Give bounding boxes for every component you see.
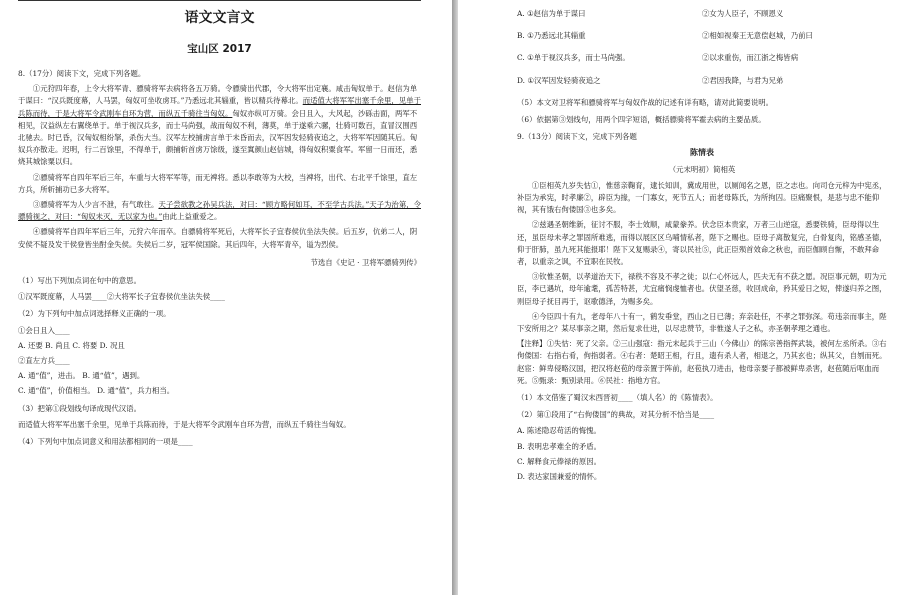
left-page — [0, 0, 452, 595]
essay-author: （元末明初）简相英 — [668, 164, 736, 174]
option-b-2: ②相如视秦王无意偿赵城，乃前曰 — [702, 31, 813, 41]
passage-para-2: ②骠骑将军自四年军后三年，车重与大将军军等，而无裨将。悉以李敢等为大校，当裨将，出代、右北平千馀里，直左方兵，所斩捕功已多大将军。 — [18, 172, 418, 194]
para3-text-b: 由此上益重爱之。 — [162, 212, 222, 222]
option-b-1: B. ①乃悉远北其辎重 — [517, 31, 586, 41]
essay-para-2: ②兹遇圣朝维新，征讨不服，李士效顺，咸蒙豢养。伏念臣本贵家，万者三山逆寇，悉要铁骑，臣母得以生还，虽臣母未孝之罪固所难逃，而得以展区区乌哺情私者，陛下之赐也。臣母子离散复完，白骨复肉，铭感圣德，仰于肝肺，虽九死其能报耶！陛下又复赐录④，寄以民社⑤，此正臣殒首效命之秋也，而臣伽顾自惭，不敢拜命者，以重亲之讽，不宜职在民牧。 — [517, 220, 887, 267]
option-d-1: D. ①汉军因发轻骑夜追之 — [517, 75, 601, 85]
para1-text-b: 匈奴亦纵可万骑。会日且入，大风起，沙砾击面，两军不相见，汉益纵左右翼绕单于。单于视汉兵多，而士马尚强，战而匈奴不利，薄莫，单于遂乘六骡，壮骑可数百，直冒汉围西北驰去。时已昏，汉匈奴相纷拏，杀伤大当。汉军左校捕虏言单于未昏而去，汉军因发轻骑夜追之，大将军军因随其后。匈奴兵亦散走。迟明，行二百馀里，不得单于，颇捕斩首虏万馀级，遂至窴颜山赵信城，得匈奴积粟食军。军留一日而还，悉烧其城馀粟以归。 — [18, 108, 418, 167]
option-row-d — [517, 75, 887, 87]
question-2-a: ①会日且入____ — [18, 325, 70, 335]
question-2-a-options: A. 还要 B. 尚且 C. 将要 D. 况且 — [18, 340, 125, 350]
option-row-a — [517, 8, 887, 20]
para3-text-a: ③骠骑将军为人少言不泄，有气敢往。 — [32, 200, 159, 210]
passage-para-3 — [18, 199, 421, 223]
question-2-b: ②直左方兵____ — [18, 356, 70, 366]
passage-para-4: ④骠骑将军自四年军后三年，元狩六年而卒。自骠骑将军死后，大将军长子宜春侯伉坐法失侯。后五岁，伉弟二人，阴安侯不疑及发干侯登皆坐酎金失侯。失侯后二岁，冠军侯国除。其后四年，大将军青卒，谥为烈侯。 — [18, 227, 418, 249]
q8-intro: 8.（17分）阅读下文，完成下列各题。 — [18, 69, 146, 78]
option-d-2: ②君因我降，与君为兄弟 — [702, 75, 784, 85]
essay-question-2-c: C. 解释食元俸禄的原因。 — [517, 456, 601, 466]
question-3: （3）把第①段划线句译成现代汉语。 — [18, 403, 141, 413]
para1-underlined: 而适值大将军军出塞千余里，见单于兵陈而待，于是大将军令武刚车自环为营，而纵五千骑往当匈奴。 — [18, 96, 421, 118]
question-1: （1）写出下列加点词在句中的意思。 — [18, 276, 141, 286]
question-3-text: 而适值大将军军出塞千余里，见单于兵陈而待，于是大将军令武刚车自环为营，而纵五千骑往当匈奴。 — [18, 419, 351, 429]
passage-para-1 — [18, 83, 421, 168]
para3-underlined: 天子尝欲教之孙吴兵法，对曰：“顾方略何如耳，不至学古兵法。”天子为治第，令骠骑视之，对曰：“匈奴未灭，无以家为也。” — [18, 200, 421, 222]
question-4: （4）下列句中加点词意义和用法都相同的一项是____ — [18, 437, 193, 447]
essay-question-2-a: A. 陈述隐忍苟活的悔愧。 — [517, 426, 601, 436]
para1-text-a: ①元狩四年春，上令大将军青、骠骑将军去病将各五万骑。令骠骑出代郡，令大将军出定襄。咸击匈奴单于。赵信为单于谋曰：“汉兵既度幕，人马罢，匈奴可坐收虏耳。”乃悉远北其辎重，皆以精兵待幕北。 — [18, 84, 418, 106]
essay-notes: 【注释】①失怙：死了父亲。②三山强寇：指元末起兵于三山（今佛山）的陈宗善指挥武装，被何左丞所杀。③右佝偻国：右指右肴，佝指弱者。④右者：楚昭王相，行且，遗有杀人者，相退之，乃其玄也；纵其父，自刎而死。赵宦：鲜卑侵略汉国，把汉将赵苞的母亲置于阵前，赵苞执刀进击，他母亲要子都被鲜卑杀害，赵苞随后呕血而死。⑤甄录：甄别录用。⑥民社：指地方官。 — [517, 339, 887, 385]
question-2: （2）为下列句中加点词选择释义正确的一项。 — [18, 309, 171, 319]
essay-para-4: ④今臣四十有九，老母年八十有一，鹤发垂堂，西山之日已薄；弃亲赴任，不孝之罪弥深。苟违亲而事主，陛下安所用之？某尽事亲之期，然后复求仕进，以尽忠赞节，非惟遂人子之私，亦圣朝孝理之通也。 — [517, 311, 887, 334]
essay-question-2-d: D. 表达家国兼爱的情怀。 — [517, 472, 602, 482]
page-title: 语文文言文 — [184, 10, 255, 26]
page-subtitle: 宝山区 2017 — [187, 43, 252, 55]
option-a-1: A. ①赵信为单于谋曰 — [517, 9, 586, 18]
option-row-b — [517, 30, 887, 42]
top-rule — [18, 0, 421, 1]
option-a-2: ②女为人臣子，不顾恩义 — [702, 9, 784, 18]
question-2-b-options-2: C. 通“值”，价值相当。 D. 通“值”，兵力相当。 — [18, 386, 175, 396]
essay-question-2-b: B. 表明忠孝难全的矛盾。 — [517, 441, 602, 451]
question-1-items: ①汉军既度幕，人马罢____②大将军长子宜春侯伉坐法失侯____ — [18, 292, 225, 302]
option-row-c — [517, 52, 887, 64]
question-5: （5）本文对卫将军和骠骑将军与匈奴作战的记述有详有略，请对此简要说明。 — [517, 97, 773, 107]
question-6: （6）依据第③划线句，用两个四字短语，概括骠骑将军霍去病的主要品质。 — [517, 115, 766, 125]
option-c-2: ②以求重伤，而江浙之梅皆病 — [702, 53, 799, 63]
essay-para-1: ①臣相英九岁失怙①，惟慈亲鞠育，逮长知训，冀成用世，以厕闻名之恩，臣之志也。向司仓元梓为中宪丞，补臣为承宪，时孝廉②，辟臣为掾，一门寡女，死节五人；而老母陈氏，为所拘囚。臣痛聚恨，是悲与忠不能仰视，其有饿右佝偻国③也多矣。 — [517, 180, 887, 215]
essay-para-3: ③钦惟圣朝，以孝道治天下，禄秩不容及不孝之徒；以仁心怀远人，匹夫无有不获之愿。况臣事元朝，叨为元臣，李已遇坑，母年逾耄，孤苦特甚，尤宜痛悯虔恤者也。伏望圣慈，收回成命，矜其爱日之短，俾遂归养之图，则臣母子抚目再于，讴歌德泽，为赐多矣。 — [517, 272, 887, 306]
right-page — [458, 0, 907, 595]
passage-source: 节选自《史记 · 卫将军骠骑列传》 — [310, 257, 421, 267]
essay-question-1: （1）本文借鉴了蜀汉末西晋初____（填人名）的《陈情表》。 — [517, 393, 718, 403]
question-2-b-options-1: A. 通“值”，进击。 B. 通“值”，遇到。 — [18, 371, 145, 381]
question-9-intro: 9.（13分）阅读下文，完成下列各题 — [517, 132, 637, 142]
essay-question-2: （2）第①段用了“右佝偻国”的典故，对其分析不恰当是____ — [517, 410, 715, 420]
option-c-1: C. ①单于视汉兵多，而士马尚强。 — [517, 53, 630, 63]
essay-title: 陈情表 — [690, 148, 714, 158]
